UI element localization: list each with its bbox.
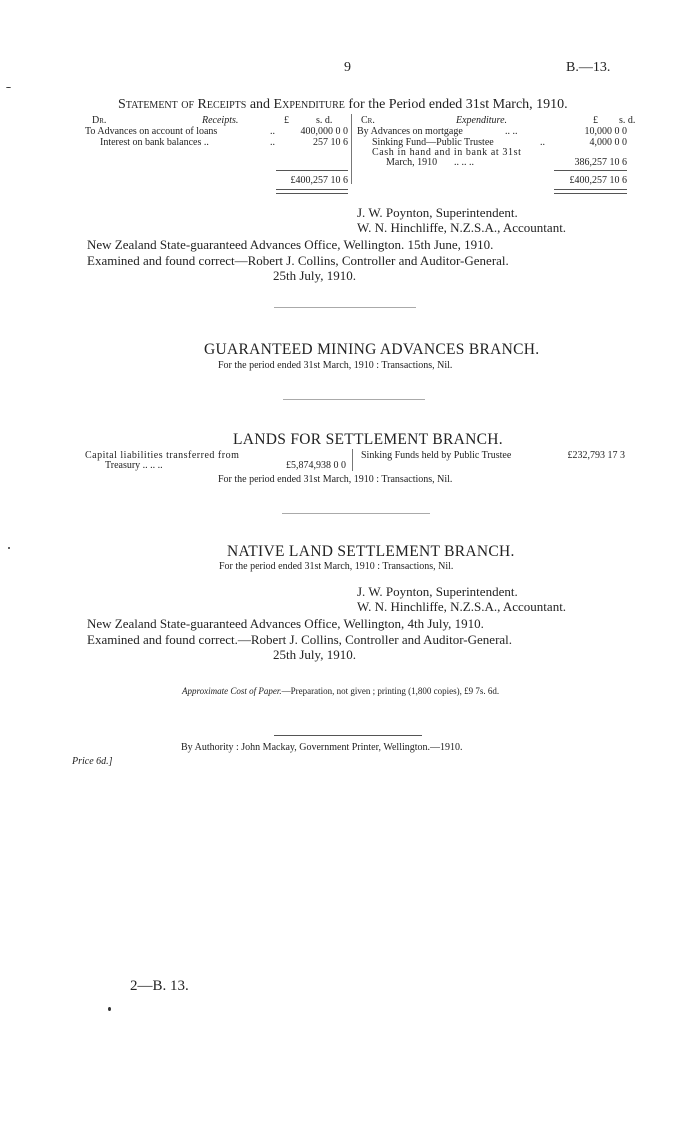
receipt-label: To Advances on account of loans bbox=[85, 126, 218, 137]
column-divider bbox=[351, 114, 352, 184]
section-divider bbox=[274, 307, 416, 308]
accountant-signature: W. N. Hinchliffe, N.Z.S.A., Accountant. bbox=[357, 599, 567, 614]
cost-of-paper: Approximate Cost of Paper.—Preparation, not given ; printing (1,800 copies), £9 7s. 6d. bbox=[182, 686, 500, 696]
mining-branch-title: GUARANTEED MINING ADVANCES BRANCH. bbox=[204, 341, 540, 358]
expenditure-amount: 10,000 0 0 bbox=[584, 126, 627, 137]
expenditure-leader: .. .. .. bbox=[454, 157, 474, 168]
examined-date: 25th July, 1910. bbox=[273, 268, 356, 283]
examined-line: Examined and found correct.—Robert J. Collins, Controller and Auditor-General. bbox=[87, 632, 513, 647]
scan-speck bbox=[108, 1007, 111, 1011]
scan-speck bbox=[6, 87, 11, 88]
sinking-funds-amount: £232,793 17 3 bbox=[567, 450, 625, 461]
expenditure-leader: .. bbox=[540, 137, 545, 148]
mining-branch-subtitle: For the period ended 31st March, 1910 : Transactions, Nil. bbox=[218, 360, 453, 371]
lands-branch-title: LANDS FOR SETTLEMENT BRANCH. bbox=[233, 431, 503, 448]
lands-branch-subtitle: For the period ended 31st March, 1910 : Transactions, Nil. bbox=[218, 474, 453, 485]
capital-liabilities-label: Capital liabilities transferred from bbox=[85, 450, 240, 461]
treasury-label: Treasury .. .. .. bbox=[105, 460, 163, 471]
office-line: New Zealand State-guaranteed Advances Office, Wellington. 15th June, 1910. bbox=[87, 237, 494, 252]
native-branch-title: NATIVE LAND SETTLEMENT BRANCH. bbox=[227, 543, 515, 560]
superintendent-signature: J. W. Poynton, Superintendent. bbox=[357, 584, 518, 599]
total-rule-right bbox=[554, 189, 627, 194]
total-receipts: £400,257 10 6 bbox=[290, 175, 348, 186]
expenditure-label: Cash in hand and in bank at 31st bbox=[372, 147, 522, 158]
scan-speck bbox=[8, 547, 10, 549]
footer-divider bbox=[274, 735, 422, 736]
pounds-column-right: £ bbox=[593, 115, 598, 126]
receipt-label: Interest on bank balances .. bbox=[100, 137, 209, 148]
subtotal-rule-right bbox=[554, 170, 627, 171]
subtotal-rule-left bbox=[276, 170, 348, 171]
total-rule-left bbox=[276, 189, 348, 194]
expenditure-amount: 4,000 0 0 bbox=[589, 137, 627, 148]
sinking-funds-label: Sinking Funds held by Public Trustee bbox=[361, 450, 512, 461]
price: Price 6d.] bbox=[72, 756, 113, 767]
printer-authority: By Authority : John Mackay, Government Printer, Wellington.—1910. bbox=[181, 742, 463, 753]
receipts-heading: Receipts. bbox=[202, 115, 239, 126]
expenditure-label: Sinking Fund—Public Trustee bbox=[372, 137, 494, 148]
section-divider bbox=[283, 399, 425, 400]
examined-date: 25th July, 1910. bbox=[273, 647, 356, 662]
document-reference: B.—13. bbox=[566, 60, 611, 75]
statement-title: Statement of Receipts and Expenditure for the Period ended 31st March, 1910. bbox=[118, 97, 568, 112]
signature-mark: 2—B. 13. bbox=[130, 978, 189, 994]
office-line: New Zealand State-guaranteed Advances Office, Wellington, 4th July, 1910. bbox=[87, 616, 484, 631]
page-number: 9 bbox=[344, 60, 351, 75]
total-expenditure: £400,257 10 6 bbox=[569, 175, 627, 186]
receipt-amount: 400,000 0 0 bbox=[300, 126, 348, 137]
accountant-signature: W. N. Hinchliffe, N.Z.S.A., Accountant. bbox=[357, 220, 567, 235]
receipt-amount: 257 10 6 bbox=[313, 137, 348, 148]
shillings-pence-column-left: s. d. bbox=[316, 115, 333, 126]
expenditure-label: By Advances on mortgage bbox=[357, 126, 463, 137]
receipt-leader: .. bbox=[270, 137, 275, 148]
dr-label: Dr. bbox=[92, 115, 107, 126]
receipt-leader: .. bbox=[270, 126, 275, 137]
expenditure-label: March, 1910 bbox=[386, 157, 438, 168]
capital-liabilities-amount: £5,874,938 0 0 bbox=[286, 460, 346, 471]
native-branch-subtitle: For the period ended 31st March, 1910 : Transactions, Nil. bbox=[219, 561, 454, 572]
superintendent-signature: J. W. Poynton, Superintendent. bbox=[357, 205, 518, 220]
section-divider bbox=[282, 513, 430, 514]
expenditure-amount: 386,257 10 6 bbox=[574, 157, 627, 168]
cr-label: Cr. bbox=[361, 115, 375, 126]
expenditure-heading: Expenditure. bbox=[456, 115, 508, 126]
column-divider bbox=[352, 449, 353, 471]
shillings-pence-column-right: s. d. bbox=[619, 115, 636, 126]
pounds-column-left: £ bbox=[284, 115, 289, 126]
examined-line: Examined and found correct—Robert J. Collins, Controller and Auditor-General. bbox=[87, 253, 509, 268]
expenditure-leader: .. .. bbox=[505, 126, 518, 137]
